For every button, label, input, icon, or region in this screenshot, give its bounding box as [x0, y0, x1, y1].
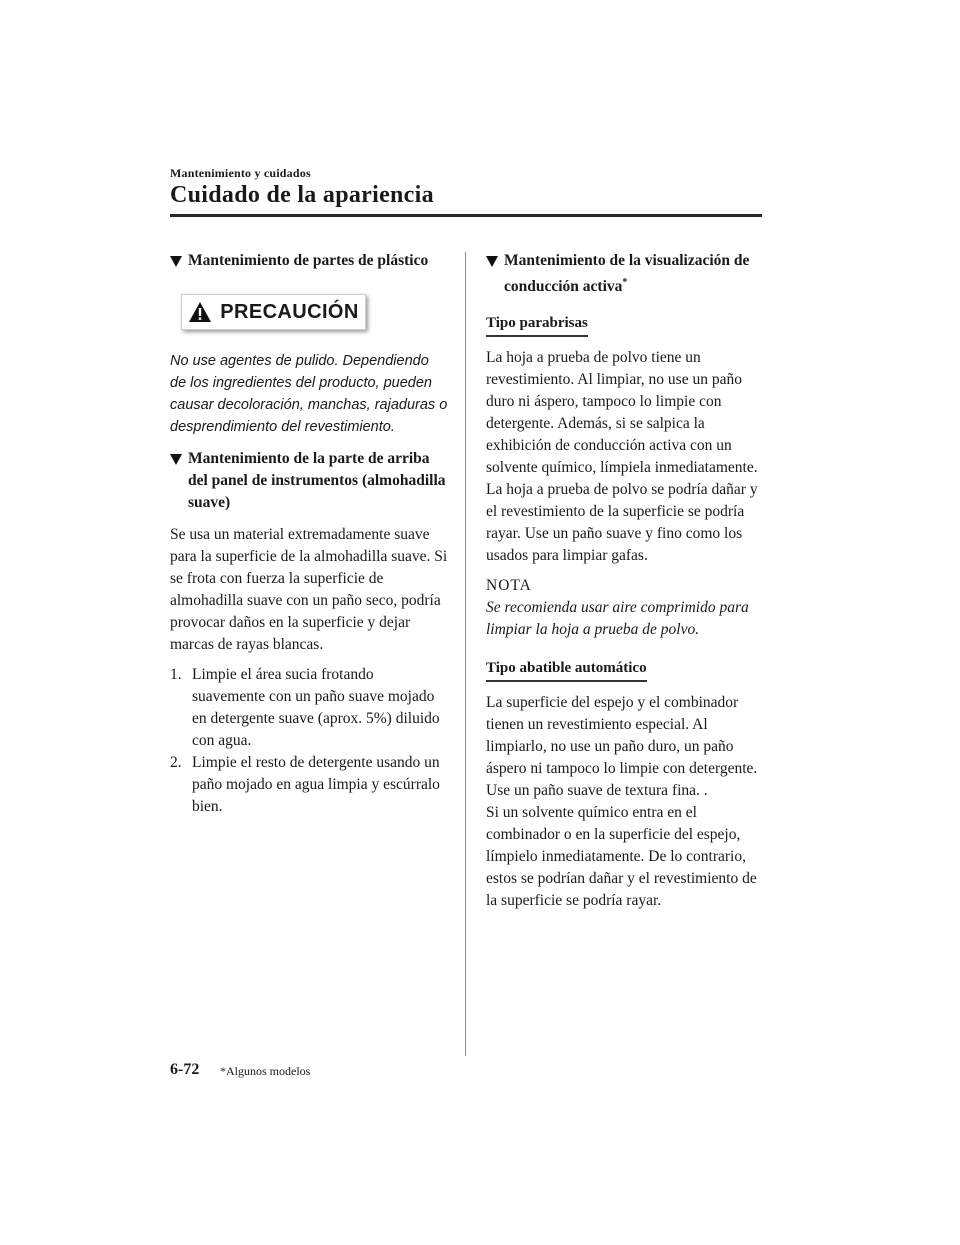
list-number: 2.	[170, 754, 182, 771]
note-text: Se recomienda usar aire comprimido para limpiar la hoja a prueba de polvo.	[486, 599, 749, 639]
list-item	[170, 752, 448, 818]
list-text: Limpie el área sucia frotando suavemente con un paño suave mojado en detergente suave (aprox. 5%) diluido con agua.	[192, 666, 440, 749]
heading-text: Mantenimiento de la parte de arriba del panel de instrumentos (almohadilla suave)	[188, 450, 446, 511]
right-column	[486, 250, 762, 920]
body-paragraph: Si un solvente químico entra en el combinador o en la superficie del espejo, límpielo inmediatamente. De lo contrario, estos se podrían dañar y el revestimiento de la superficie se podría rayar.	[486, 804, 757, 910]
down-triangle-icon	[170, 454, 182, 465]
down-triangle-icon	[486, 256, 498, 267]
caution-label: PRECAUCIÓN	[220, 301, 359, 323]
heading-text: Mantenimiento de la visualización de conducción activa	[504, 252, 750, 296]
section-heading	[170, 448, 448, 514]
list-number: 1.	[170, 666, 182, 683]
subheading: Tipo abatible automático	[486, 657, 647, 682]
body-paragraph: Se usa un material extremadamente suave para la superficie de la almohadilla suave. Si se frota con fuerza la superficie de almohadilla suave con un paño seco, podría provocar daños en la superficie y dejar marcas de rayas blancas.	[170, 526, 448, 653]
warning-triangle-icon	[188, 301, 212, 323]
caution-text: No use agentes de pulido. Dependiendo de los ingredientes del producto, pueden causar decoloración, manchas, rajaduras o desprendimiento del revestimiento.	[170, 353, 448, 435]
subheading: Tipo parabrisas	[486, 312, 588, 337]
list-item	[170, 664, 448, 752]
body-paragraph: La hoja a prueba de polvo tiene un revestimiento. Al limpiar, no use un paño duro ni áspero, tampoco lo limpie con detergente. Además, si se salpica la exhibición de conducción activa con un solvente químico, límpiela inmediatamente. La hoja a prueba de polvo se podría dañar y el revestimiento de la superficie se podría rayar. Use un paño suave y fino como los usados para limpiar gafas.	[486, 349, 758, 565]
caution-banner	[181, 294, 366, 330]
down-triangle-icon	[170, 256, 182, 267]
body-paragraph: La superficie del espejo y el combinador tienen un revestimiento especial. Al limpiarlo, no use un paño duro, un paño áspero ni tampoco lo limpie con detergente. Use un paño suave de textura fina. .	[486, 694, 758, 800]
note-label: NOTA	[486, 577, 532, 595]
section-heading	[170, 250, 448, 272]
footnote-mark: *	[622, 277, 628, 288]
section-heading	[486, 250, 762, 298]
title-rule	[170, 214, 762, 217]
section-label: Mantenimiento y cuidados	[170, 166, 311, 180]
list-text: Limpie el resto de detergente usando un paño mojado en agua limpia y escúrralo bien.	[192, 754, 440, 815]
left-column	[170, 250, 448, 818]
page-title: Cuidado de la apariencia	[170, 182, 434, 208]
column-divider	[465, 252, 466, 1056]
heading-text: Mantenimiento de partes de plástico	[188, 252, 429, 269]
page-number: 6-72	[170, 1061, 200, 1078]
footnote: *Algunos modelos	[220, 1064, 311, 1078]
